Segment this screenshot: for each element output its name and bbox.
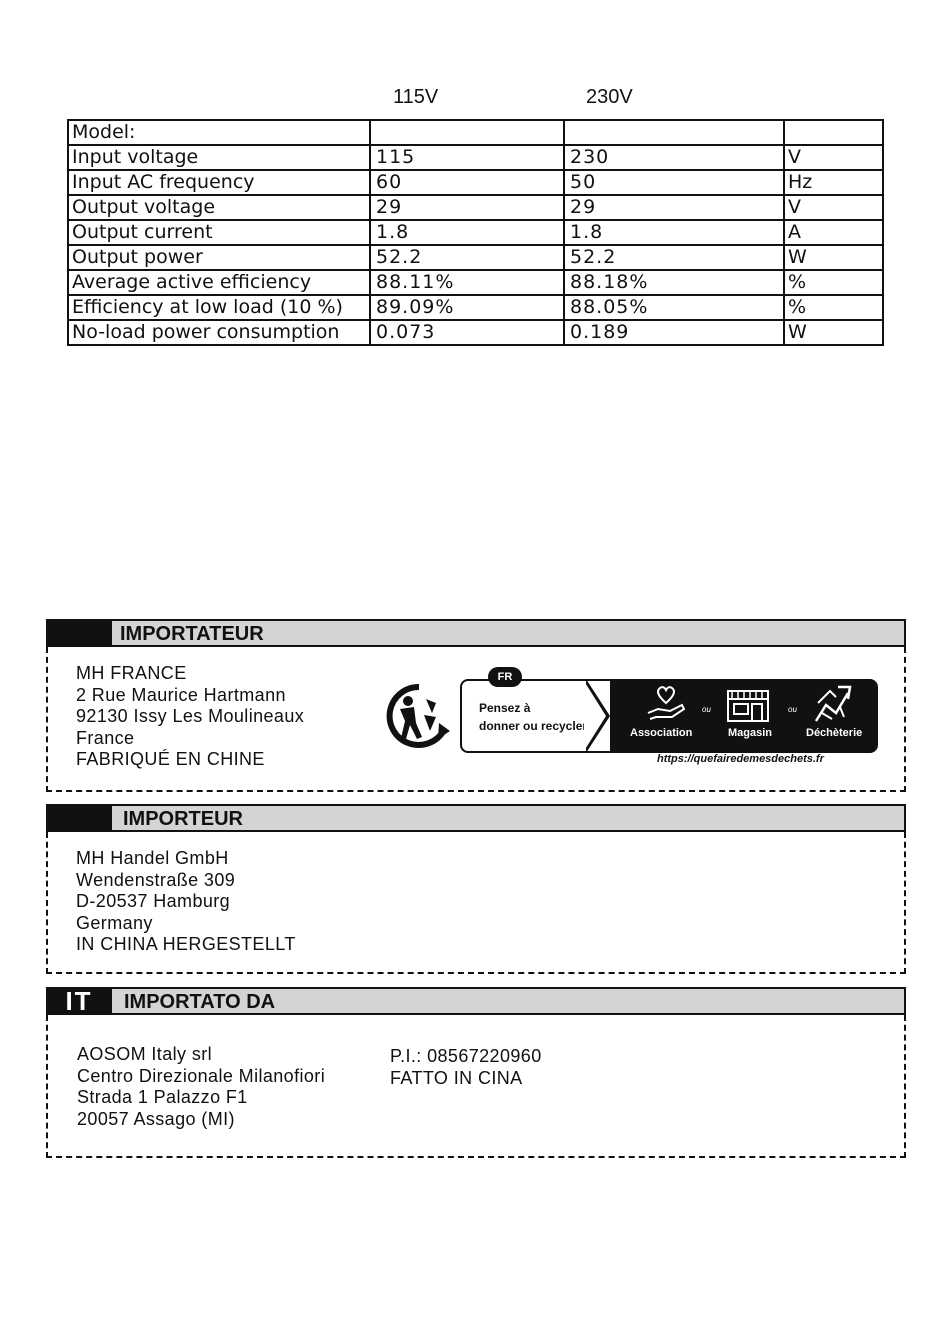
spec-value-115-cell: 1.8 [370,220,564,245]
spec-value-230-cell [564,120,784,145]
recycling-info-card [460,671,878,753]
address-line: AOSOM Italy srl [77,1044,213,1064]
address-line: Strada 1 Palazzo F1 [77,1087,248,1107]
vat-number: P.I.: 08567220960 [390,1046,542,1066]
or-label: ou [702,705,711,714]
spec-row [68,270,883,295]
recycle-message-line2: donner ou recycler. [479,719,590,733]
column-header-230v: 230V [586,86,633,108]
importer-germany-section [46,804,906,974]
spec-unit-cell: V [784,145,883,170]
spec-label-cell: Output current [68,220,370,245]
or-label: ou [788,705,797,714]
recycle-url[interactable]: https://quefairedemesdechets.fr [657,753,824,765]
spec-label-cell: Output voltage [68,195,370,220]
recycle-message-line1: Pensez à [479,701,531,715]
country-badge: FR [488,667,522,687]
vat-block [390,1046,542,1089]
spec-value-230-cell: 0.189 [564,320,784,345]
address-line: 2 Rue Maurice Hartmann [76,684,286,705]
spec-unit-cell: W [784,320,883,345]
spec-label-cell: Efficiency at low load (10 %) [68,295,370,320]
section-header [46,987,906,1015]
address-line: MH Handel GmbH [76,848,229,868]
recycle-options-panel [610,679,876,753]
spec-value-230-cell: 88.18% [564,270,784,295]
magasin-label: Magasin [728,727,773,739]
importer-france-section [46,619,906,792]
country-flag-block [46,619,112,647]
spec-unit-cell: Hz [784,170,883,195]
spec-unit-cell: V [784,195,883,220]
spec-value-230-cell: 52.2 [564,245,784,270]
spec-unit-cell [784,120,883,145]
recycle-message [479,699,590,735]
decheterie-label: Déchèterie [806,727,863,739]
address-line: D-20537 Hamburg [76,891,231,911]
association-label: Association [630,727,693,739]
spec-table [67,119,884,346]
origin-line: FATTO IN CINA [390,1067,523,1088]
column-header-115v: 115V [393,86,439,108]
spec-row [68,245,883,270]
spec-value-230-cell: 1.8 [564,220,784,245]
address-block [76,663,304,771]
address-block [77,1044,325,1130]
importer-italy-section [46,987,906,1158]
address-line: Germany [76,912,153,933]
address-line: IN CHINA HERGESTELLT [76,934,296,954]
spec-row [68,295,883,320]
spec-value-115-cell: 88.11% [370,270,564,295]
spec-row [68,220,883,245]
address-block [76,848,296,956]
spec-label-cell: Input AC frequency [68,170,370,195]
address-line: Centro Direzionale Milanofiori [77,1065,326,1086]
spec-row [68,145,883,170]
spec-label-cell: Output power [68,245,370,270]
spec-unit-cell: % [784,295,883,320]
spec-value-115-cell: 89.09% [370,295,564,320]
section-header [46,804,906,832]
arrow-shape-inner [584,681,606,751]
section-title: IMPORTATO DA [124,991,276,1013]
address-line: Wendenstraße 309 [76,869,236,890]
triman-icon [386,683,452,749]
spec-value-115-cell: 29 [370,195,564,220]
spec-label-cell: No-load power consumption [68,320,370,345]
spec-row [68,195,883,220]
spec-row [68,320,883,345]
address-line: FABRIQUÉ EN CHINE [76,749,265,769]
spec-value-115-cell: 0.073 [370,320,564,345]
spec-value-115-cell [370,120,564,145]
address-line: MH FRANCE [76,663,187,683]
spec-value-230-cell: 230 [564,145,784,170]
section-title: IMPORTATEUR [120,623,264,645]
spec-value-230-cell: 29 [564,195,784,220]
spec-value-115-cell: 52.2 [370,245,564,270]
spec-value-230-cell: 88.05% [564,295,784,320]
spec-value-230-cell: 50 [564,170,784,195]
address-line: France [76,727,135,748]
recycling-point-icon [810,683,854,723]
address-line: 92130 Issy Les Moulineaux [76,706,305,726]
address-line: 20057 Assago (MI) [77,1108,235,1129]
section-title: IMPORTEUR [123,808,243,830]
spec-value-115-cell: 60 [370,170,564,195]
country-flag-it: IT [46,987,112,1015]
section-header [46,619,906,647]
hand-heart-icon [644,683,688,723]
spec-row [68,170,883,195]
spec-row [68,120,883,145]
spec-unit-cell: W [784,245,883,270]
spec-unit-cell: % [784,270,883,295]
spec-label-cell: Model: [68,120,370,145]
spec-label-cell: Average active efficiency [68,270,370,295]
spec-label-cell: Input voltage [68,145,370,170]
spec-value-115-cell: 115 [370,145,564,170]
spec-unit-cell: A [784,220,883,245]
country-flag-block [46,804,112,832]
shop-icon [722,689,774,723]
